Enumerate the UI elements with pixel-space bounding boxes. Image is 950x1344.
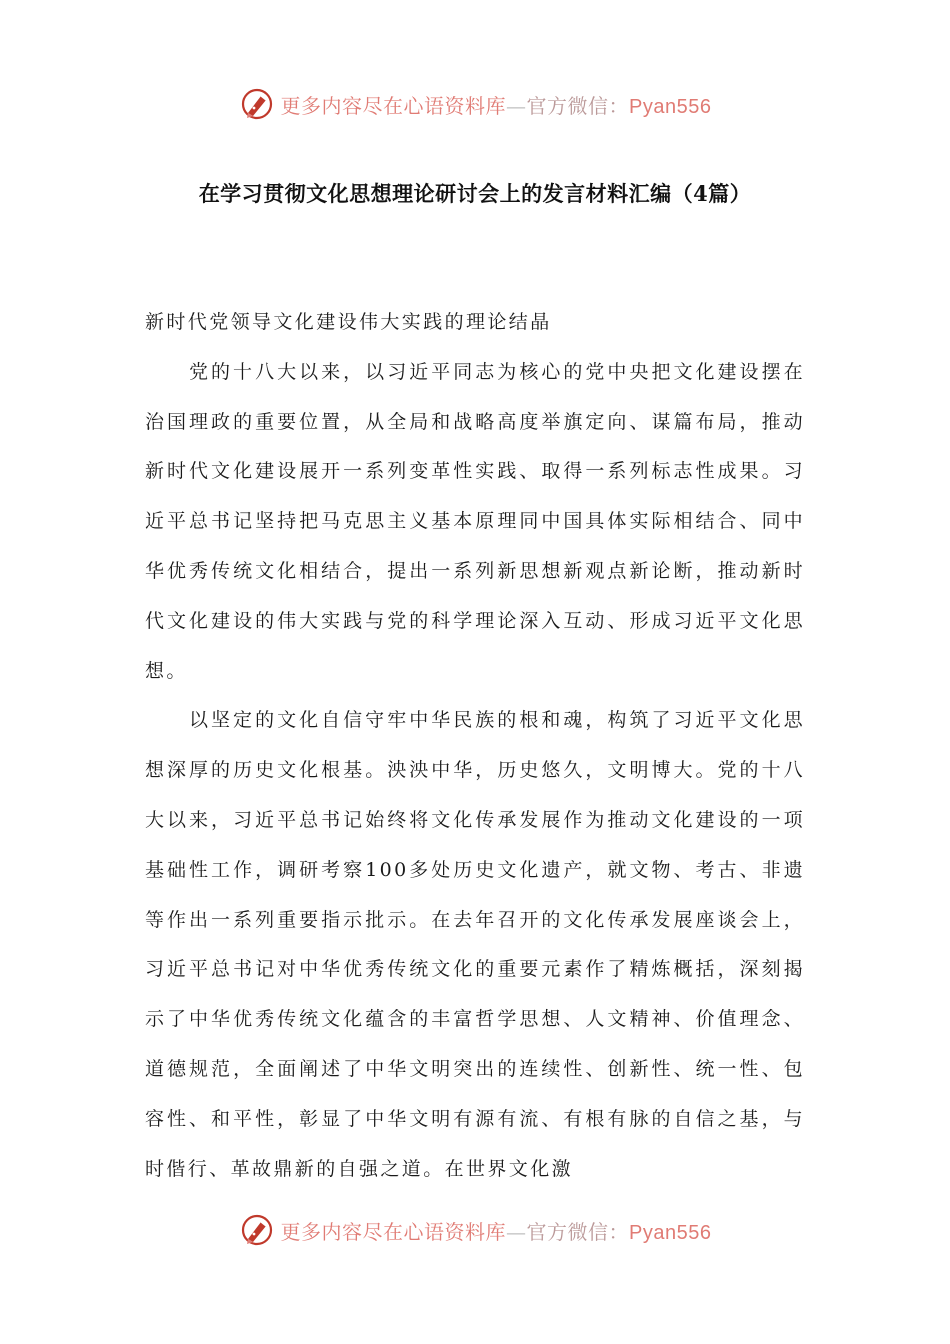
header-watermark-banner [0, 82, 950, 126]
watermark-site-name: 更多内容尽在心语资料库 [280, 93, 507, 118]
watermark-dash: — [506, 93, 527, 118]
footer-watermark-banner [0, 1208, 950, 1252]
pen-nib-logo-icon [239, 86, 275, 122]
document-title: 在学习贯彻文化思想理论研讨会上的发言材料汇编（4篇） [198, 181, 752, 206]
pen-nib-logo-icon [239, 1212, 275, 1248]
body-paragraph-2: 以坚定的文化自信守牢中华民族的根和魂，构筑了习近平文化思想深厚的历史文化根基。泱泱中华，历史悠久，文明博大。党的十八大以来，习近平总书记始终将文化传承发展作为推动文化建设的一项基础性工作，调研考察100多处历史文化遗产，就文物、考古、非遗等作出一系列重要指示批示。在去年召开的文化传承发展座谈会上，习近平总书记对中华优秀传统文化的重要元素作了精炼概括，深刻揭示了中华优秀传统文化蕴含的丰富哲学思想、人文精神、价值理念、道德规范，全面阐述了中华文明突出的连续性、创新性、统一性、包容性、和平性，彰显了中华文明有源有流、有根有脉的自信之基，与时偕行、革故鼎新的自强之道。在世界文化激 [145, 709, 805, 1180]
watermark-site-name: 更多内容尽在心语资料库 [280, 1219, 507, 1244]
watermark-wechat-id: Pyan556 [629, 95, 712, 118]
watermark-text [281, 90, 712, 119]
watermark-wechat-label: 官方微信： [526, 93, 630, 118]
watermark-dash: — [506, 1219, 527, 1244]
watermark-wechat-label: 官方微信： [526, 1219, 630, 1244]
body-paragraph-1: 党的十八大以来，以习近平同志为核心的党中央把文化建设摆在治国理政的重要位置，从全局和战略高度举旗定向、谋篇布局，推动新时代文化建设展开一系列变革性实践、取得一系列标志性成果。习近平总书记坚持把马克思主义基本原理同中国具体实际相结合、同中华优秀传统文化相结合，提出一系列新思想新观点新论断，推动新时代文化建设的伟大实践与党的科学理论深入互动、形成习近平文化思想。 [145, 360, 805, 682]
section-subtitle: 新时代党领导文化建设伟大实践的理论结晶 [145, 311, 552, 333]
document-body [145, 298, 805, 1194]
watermark-text [281, 1216, 712, 1245]
watermark-wechat-id: Pyan556 [629, 1221, 712, 1244]
